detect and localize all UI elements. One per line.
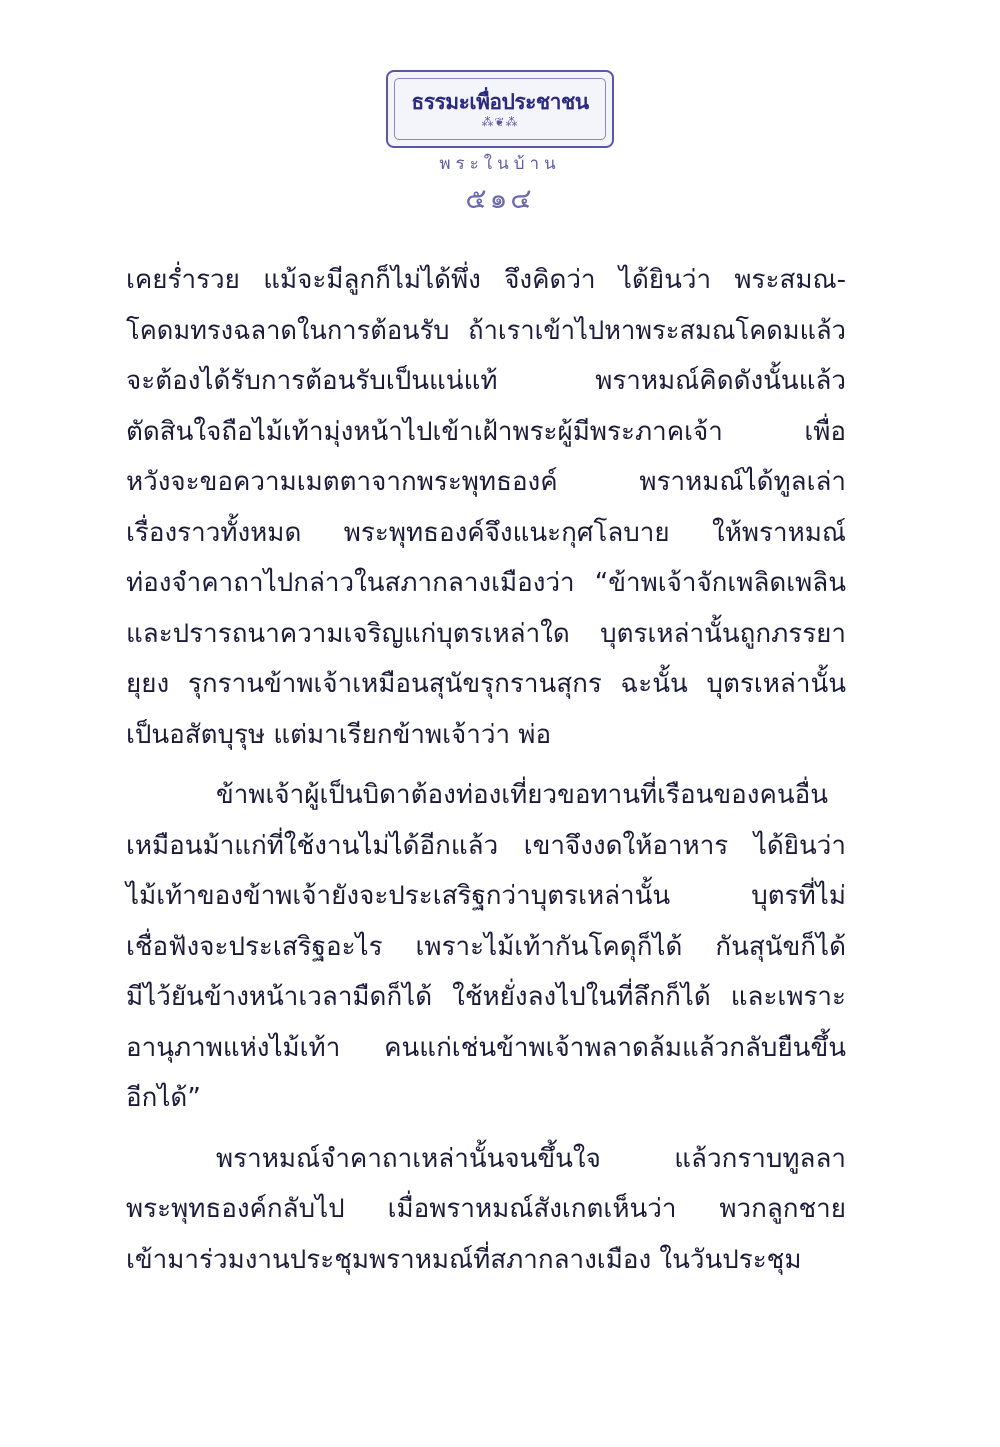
- text-line: ท่องจำคาถาไปกล่าวในสภากลางเมืองว่า “ข้าพเจ้าจักเพลิดเพลิน: [126, 568, 846, 598]
- text-line: อีกได้”: [126, 1083, 201, 1113]
- text-line: เข้ามาร่วมงานประชุมพราหมณ์ที่สภากลางเมือง ในวันประชุม: [126, 1244, 802, 1275]
- text-line: เหมือนม้าแก่ที่ใช้งานไม่ได้อีกแล้ว เขาจึงงดให้อาหาร ได้ยินว่า: [126, 830, 846, 861]
- text-line: อานุภาพแห่งไม้เท้า คนแก่เช่นข้าพเจ้าพลาดล้มแล้วกลับยืนขึ้น: [126, 1032, 846, 1063]
- page-header: [0, 70, 1000, 216]
- text-line: และปรารถนาความเจริญแก่บุตรเหล่าใด บุตรเหล่านั้นถูกภรรยา: [126, 618, 846, 649]
- ornament-icon: ⁂❦⁂: [481, 115, 519, 129]
- body-text: [126, 255, 846, 1295]
- page-number: ๕๑๔: [465, 182, 535, 215]
- paragraph: [126, 770, 846, 1124]
- text-line: ไม้เท้าของข้าพเจ้ายังจะประเสริฐกว่าบุตรเหล่านั้น บุตรที่ไม่: [126, 881, 846, 911]
- text-line: พระพุทธองค์กลับไป เมื่อพราหมณ์สังเกตเห็นว่า พวกลูกชาย: [126, 1194, 846, 1224]
- text-line: จะต้องได้รับการต้อนรับเป็นแน่แท้ พราหมณ์คิดดังนั้นแล้ว: [126, 366, 846, 396]
- series-logo-text: ธรรมะเพื่อประชาชน: [411, 90, 589, 114]
- series-logo: [386, 70, 614, 148]
- text-line: เคยร่ำรวย แม้จะมีลูกก็ไม่ได้พึ่ง จึงคิดว่า ได้ยินว่า พระสมณ-: [126, 265, 846, 295]
- text-line: ยุยง รุกรานข้าพเจ้าเหมือนสุนัขรุกรานสุกร ฉะนั้น บุตรเหล่านั้น: [126, 669, 846, 699]
- text-line: มีไว้ยันข้างหน้าเวลามืดก็ได้ ใช้หยั่งลงไปในที่ลึกก็ได้ และเพราะ: [126, 982, 846, 1012]
- series-logo-inner-frame: [394, 78, 606, 140]
- text-line: พราหมณ์จำคาถาเหล่านั้นจนขึ้นใจ แล้วกราบทูลลา: [216, 1143, 846, 1174]
- paragraph: [126, 1134, 846, 1286]
- text-line: ตัดสินใจถือไม้เท้ามุ่งหน้าไปเข้าเฝ้าพระผู้มีพระภาคเจ้า เพื่อ: [126, 416, 846, 447]
- text-line: เชื่อฟังจะประเสริฐอะไร เพราะไม้เท้ากันโคดุก็ได้ กันสุนัขก็ได้: [126, 931, 846, 962]
- text-line: เป็นอสัตบุรุษ แต่มาเรียกข้าพเจ้าว่า พ่อ: [126, 719, 552, 750]
- paragraph: [126, 255, 846, 760]
- text-line: หวังจะขอความเมตตาจากพระพุทธองค์ พราหมณ์ได้ทูลเล่า: [126, 467, 846, 497]
- book-title: พระในบ้าน: [439, 154, 561, 174]
- text-line: ข้าพเจ้าผู้เป็นบิดาต้องท่องเที่ยวขอทานที่เรือนของคนอื่น: [216, 780, 829, 810]
- text-line: เรื่องราวทั้งหมด พระพุทธองค์จึงแนะกุศโลบาย ให้พราหมณ์: [126, 517, 846, 548]
- text-line: โคดมทรงฉลาดในการต้อนรับ ถ้าเราเข้าไปหาพระสมณโคดมแล้ว: [126, 315, 846, 346]
